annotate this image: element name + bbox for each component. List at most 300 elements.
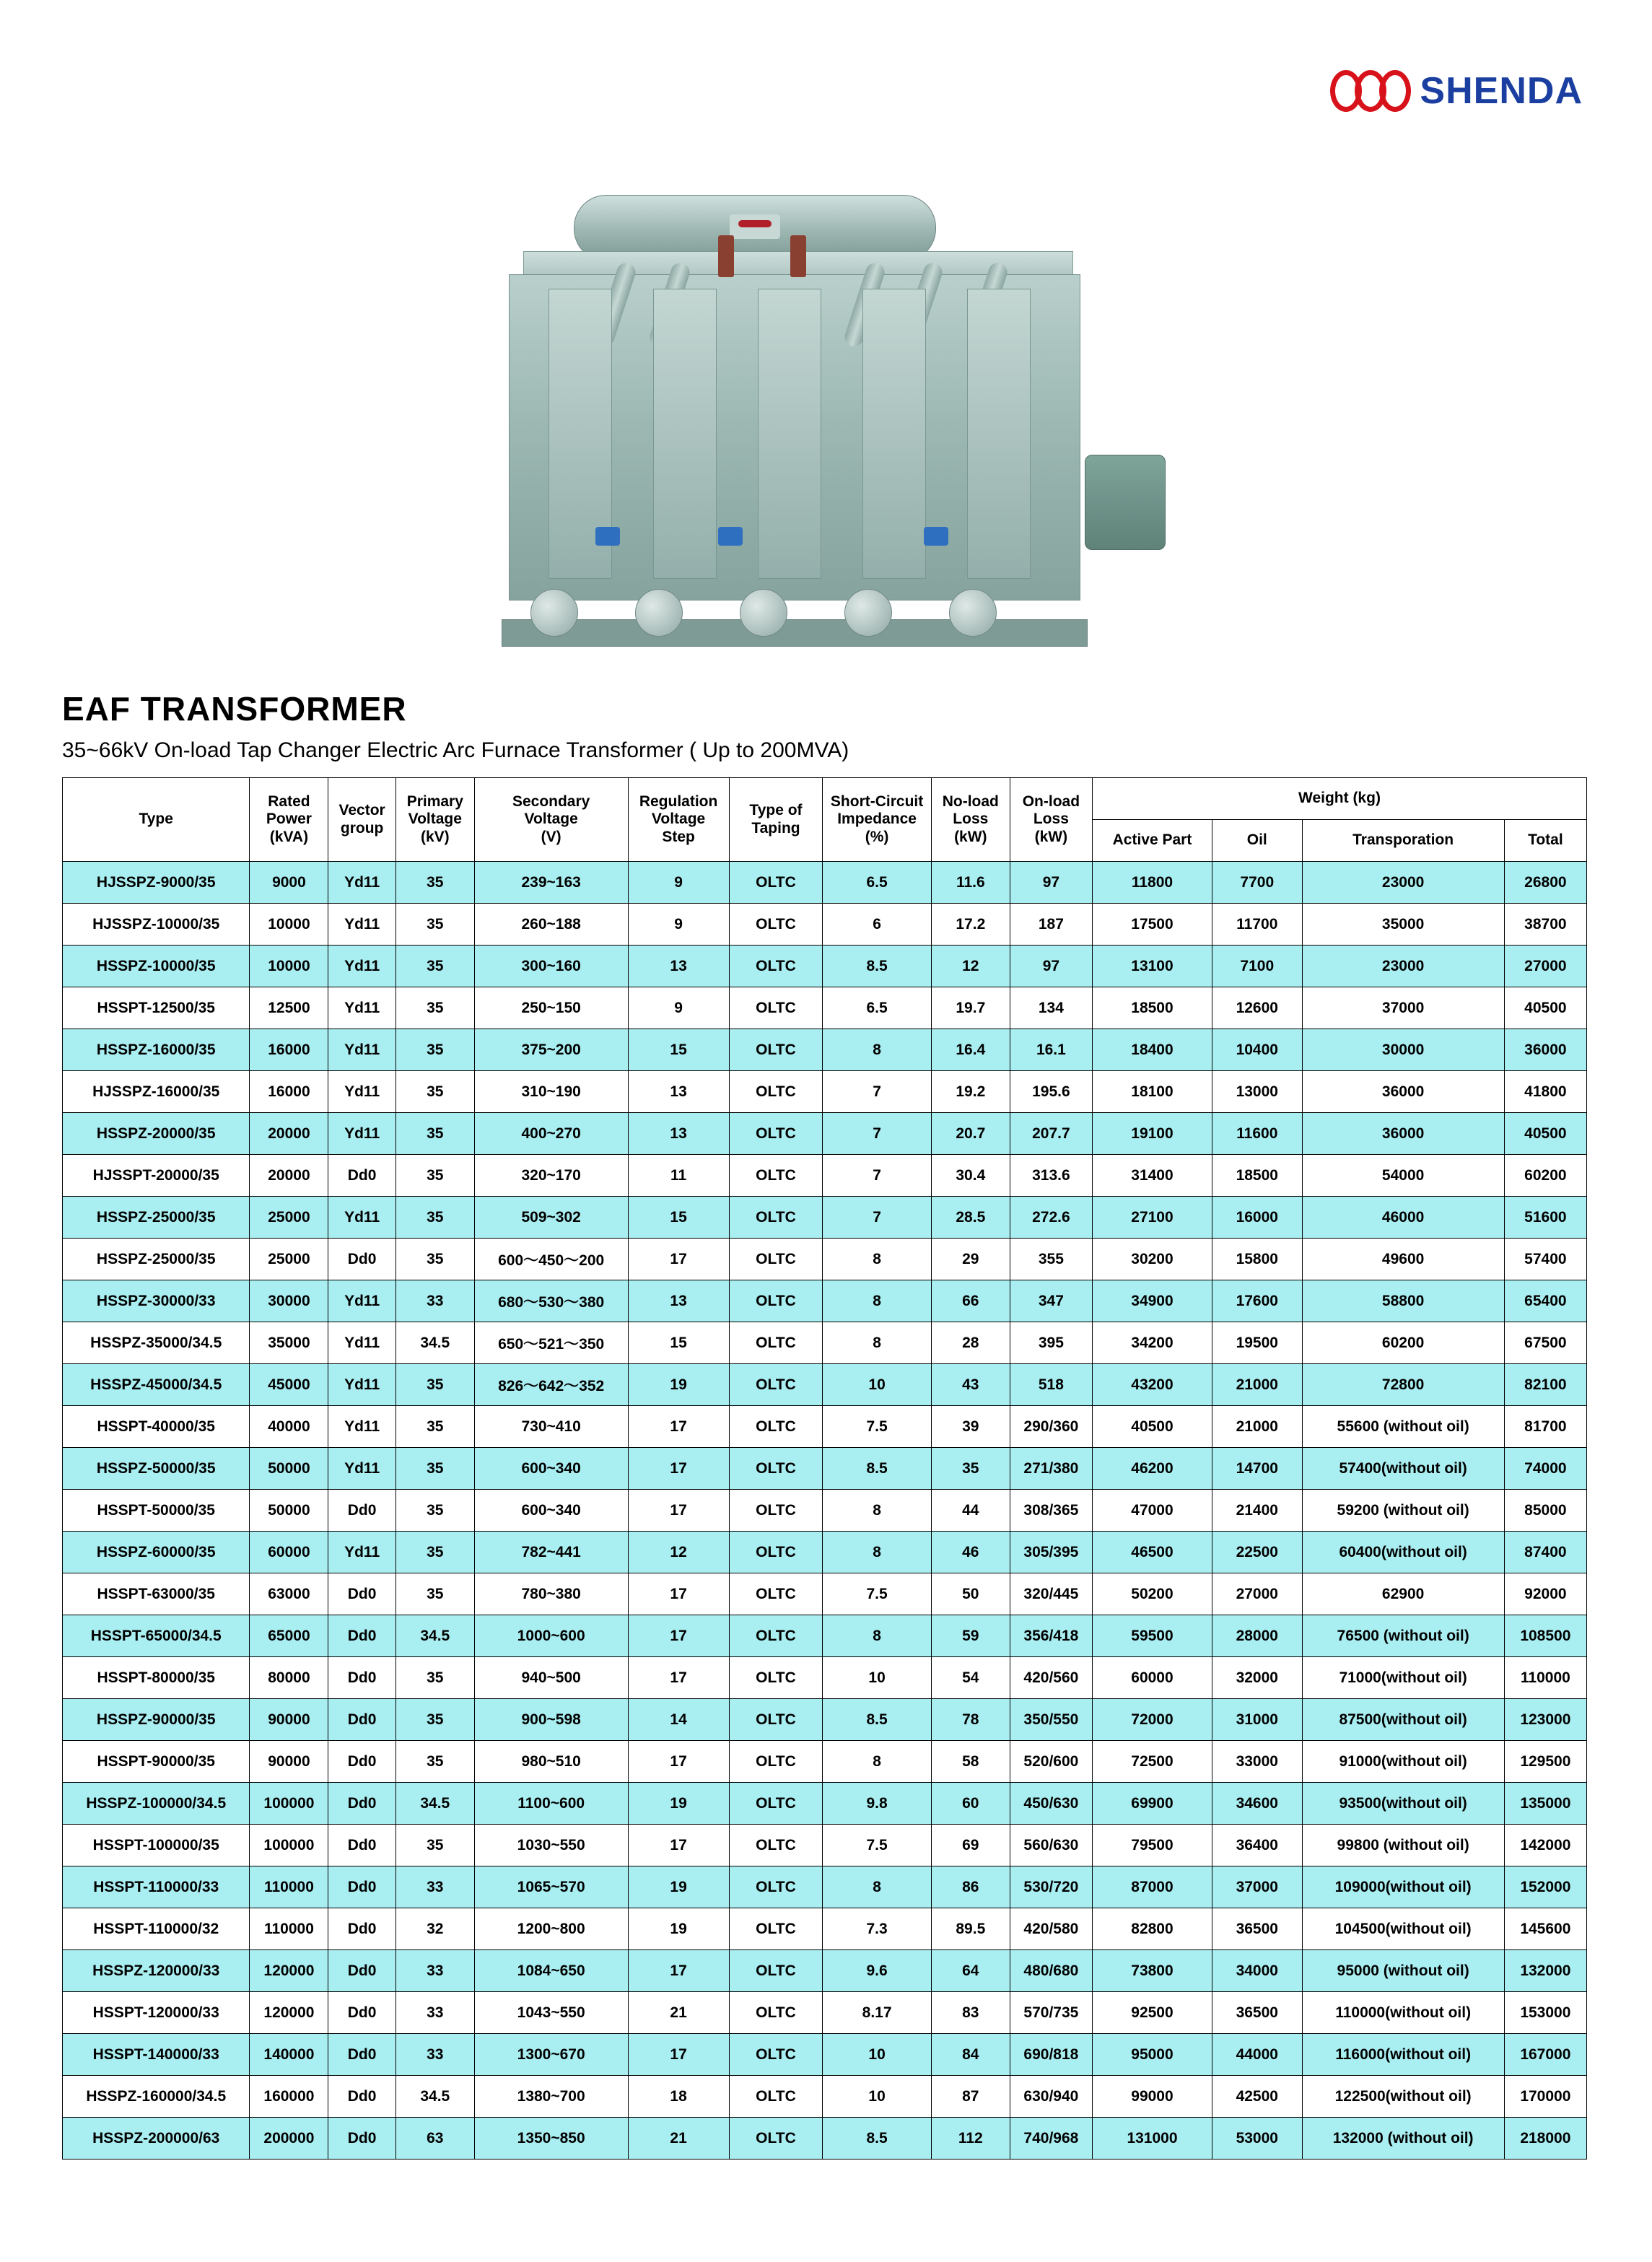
table-cell: 17 xyxy=(628,1573,729,1615)
hdr-line: group xyxy=(340,819,384,837)
cell-type: HSSPT-12500/35 xyxy=(63,987,250,1029)
table-cell: 260~188 xyxy=(474,904,628,946)
specification-table xyxy=(62,777,1587,2160)
table-cell: 153000 xyxy=(1504,1992,1586,2034)
table-cell: 35 xyxy=(931,1448,1010,1490)
table-cell: 30.4 xyxy=(931,1155,1010,1197)
table-cell: 60200 xyxy=(1504,1155,1586,1197)
table-cell: 99800 (without oil) xyxy=(1302,1825,1504,1866)
table-cell: 17 xyxy=(628,1448,729,1490)
table-cell: 17 xyxy=(628,1825,729,1866)
table-cell: 50 xyxy=(931,1573,1010,1615)
table-cell: 50200 xyxy=(1092,1573,1212,1615)
table-cell: 195.6 xyxy=(1010,1071,1092,1113)
table-cell: 21400 xyxy=(1212,1490,1303,1532)
table-cell: 49600 xyxy=(1302,1239,1504,1280)
table-cell: OLTC xyxy=(729,1573,823,1615)
table-cell: 239~163 xyxy=(474,862,628,904)
shenda-rings-icon xyxy=(1330,70,1404,112)
table-cell: OLTC xyxy=(729,1197,823,1239)
table-cell: 167000 xyxy=(1504,2034,1586,2076)
table-cell: 40000 xyxy=(250,1406,328,1448)
table-cell: 35 xyxy=(395,1490,474,1532)
table-cell: 395 xyxy=(1010,1322,1092,1364)
table-cell: 33 xyxy=(395,1992,474,2034)
table-cell: 43 xyxy=(931,1364,1010,1406)
table-cell: OLTC xyxy=(729,1155,823,1197)
table-cell: 123000 xyxy=(1504,1699,1586,1741)
table-cell: 19 xyxy=(628,1364,729,1406)
cell-type: HSSPT-40000/35 xyxy=(63,1406,250,1448)
table-cell: 509~302 xyxy=(474,1197,628,1239)
table-cell: 50000 xyxy=(250,1448,328,1490)
hdr-line: (kVA) xyxy=(269,828,309,845)
table-row xyxy=(63,1657,1587,1699)
table-cell: 320/445 xyxy=(1010,1573,1092,1615)
table-cell: 87 xyxy=(931,2076,1010,2118)
valve-marker xyxy=(595,527,620,546)
table-cell: 46200 xyxy=(1092,1448,1212,1490)
table-cell: Dd0 xyxy=(328,1615,395,1657)
hdr-line: Secondary xyxy=(512,793,590,811)
table-cell: 46 xyxy=(931,1532,1010,1573)
table-cell: 207.7 xyxy=(1010,1113,1092,1155)
table-cell: 72800 xyxy=(1302,1364,1504,1406)
table-cell: 53000 xyxy=(1212,2118,1303,2160)
table-cell: 480/680 xyxy=(1010,1950,1092,1992)
secondary-column xyxy=(653,289,717,579)
table-cell: 132000 xyxy=(1504,1950,1586,1992)
table-cell: 79500 xyxy=(1092,1825,1212,1866)
table-cell: 570/735 xyxy=(1010,1992,1092,2034)
cooling-fan xyxy=(1085,455,1166,550)
col-header-regulation-step xyxy=(628,778,729,862)
bushing-icon xyxy=(718,235,734,277)
table-cell: 64 xyxy=(931,1950,1010,1992)
table-cell: 13 xyxy=(628,1071,729,1113)
table-cell: 16000 xyxy=(250,1029,328,1071)
col-header-secondary-voltage xyxy=(474,778,628,862)
table-cell: 400~270 xyxy=(474,1113,628,1155)
col-header-no-load-loss xyxy=(931,778,1010,862)
table-cell: 92500 xyxy=(1092,1992,1212,2034)
bushing-icon xyxy=(790,235,806,277)
roller-icon xyxy=(740,589,787,637)
table-cell: 20000 xyxy=(250,1113,328,1155)
table-row xyxy=(63,1783,1587,1825)
table-cell: 7 xyxy=(823,1071,931,1113)
table-cell: 82100 xyxy=(1504,1364,1586,1406)
table-cell: Yd11 xyxy=(328,987,395,1029)
table-cell: 940~500 xyxy=(474,1657,628,1699)
hdr-line: Vector xyxy=(338,802,385,819)
table-cell: 420/560 xyxy=(1010,1657,1092,1699)
cell-type: HSSPZ-90000/35 xyxy=(63,1699,250,1741)
table-cell: 69 xyxy=(931,1825,1010,1866)
table-cell: 21 xyxy=(628,2118,729,2160)
table-row xyxy=(63,1825,1587,1866)
table-cell: 30000 xyxy=(250,1280,328,1322)
table-cell: 8.17 xyxy=(823,1992,931,2034)
cell-type: HSSPT-100000/35 xyxy=(63,1825,250,1866)
col-header-on-load-loss xyxy=(1010,778,1092,862)
cell-type: HSSPT-140000/33 xyxy=(63,2034,250,2076)
table-cell: 129500 xyxy=(1504,1741,1586,1783)
table-row xyxy=(63,1866,1587,1908)
table-cell: 8 xyxy=(823,1615,931,1657)
roller-icon xyxy=(949,589,997,637)
table-cell: 630/940 xyxy=(1010,2076,1092,2118)
table-cell: 9 xyxy=(628,862,729,904)
table-cell: 100000 xyxy=(250,1783,328,1825)
table-cell: OLTC xyxy=(729,1239,823,1280)
col-header-primary-voltage xyxy=(395,778,474,862)
hdr-line: Primary xyxy=(406,793,463,811)
table-cell: 27000 xyxy=(1212,1573,1303,1615)
table-cell: 300~160 xyxy=(474,946,628,987)
table-cell: OLTC xyxy=(729,1657,823,1699)
table-cell: 35 xyxy=(395,1071,474,1113)
table-cell: 32 xyxy=(395,1908,474,1950)
table-cell: 11800 xyxy=(1092,862,1212,904)
table-cell: 36500 xyxy=(1212,1992,1303,2034)
table-cell: Dd0 xyxy=(328,1950,395,1992)
table-cell: 132000 (without oil) xyxy=(1302,2118,1504,2160)
table-cell: 95000 xyxy=(1092,2034,1212,2076)
table-row xyxy=(63,1071,1587,1113)
table-cell: Dd0 xyxy=(328,1573,395,1615)
table-cell: 9.6 xyxy=(823,1950,931,1992)
table-row xyxy=(63,1364,1587,1406)
table-cell: 30200 xyxy=(1092,1239,1212,1280)
table-row xyxy=(63,1448,1587,1490)
table-cell: 320~170 xyxy=(474,1155,628,1197)
table-cell: Yd11 xyxy=(328,1280,395,1322)
table-cell: 218000 xyxy=(1504,2118,1586,2160)
hdr-line: Loss xyxy=(953,811,989,828)
cell-type: HJSSPZ-10000/35 xyxy=(63,904,250,946)
table-cell: 13 xyxy=(628,1113,729,1155)
table-cell: 40500 xyxy=(1504,1113,1586,1155)
table-cell: 152000 xyxy=(1504,1866,1586,1908)
table-cell: 35 xyxy=(395,1532,474,1573)
table-cell: 18 xyxy=(628,2076,729,2118)
table-cell: 14700 xyxy=(1212,1448,1303,1490)
table-cell: OLTC xyxy=(729,1699,823,1741)
table-row xyxy=(63,1406,1587,1448)
table-cell: 99000 xyxy=(1092,2076,1212,2118)
table-cell: 47000 xyxy=(1092,1490,1212,1532)
table-cell: Dd0 xyxy=(328,2118,395,2160)
table-cell: 13 xyxy=(628,1280,729,1322)
table-cell: 87000 xyxy=(1092,1866,1212,1908)
table-cell: 680～530～380 xyxy=(474,1280,628,1322)
table-cell: OLTC xyxy=(729,2118,823,2160)
table-row xyxy=(63,1908,1587,1950)
table-cell: 93500(without oil) xyxy=(1302,1783,1504,1825)
table-cell: 110000(without oil) xyxy=(1302,1992,1504,2034)
specification-table-wrapper xyxy=(62,777,1587,2160)
table-cell: OLTC xyxy=(729,1825,823,1866)
table-cell: 43200 xyxy=(1092,1364,1212,1406)
table-row xyxy=(63,904,1587,946)
table-cell: 35 xyxy=(395,862,474,904)
table-cell: 35 xyxy=(395,987,474,1029)
table-cell: 17 xyxy=(628,1950,729,1992)
hdr-line: Short-Circuit xyxy=(830,793,924,811)
table-cell: 19100 xyxy=(1092,1113,1212,1155)
table-cell: 54000 xyxy=(1302,1155,1504,1197)
table-cell: 35 xyxy=(395,1573,474,1615)
roller-icon xyxy=(635,589,683,637)
product-photo xyxy=(0,152,1652,678)
cell-type: HSSPT-120000/33 xyxy=(63,1992,250,2034)
table-cell: 690/818 xyxy=(1010,2034,1092,2076)
table-cell: 28000 xyxy=(1212,1615,1303,1657)
table-cell: OLTC xyxy=(729,1448,823,1490)
table-cell: OLTC xyxy=(729,862,823,904)
cell-type: HSSPZ-16000/35 xyxy=(63,1029,250,1071)
hdr-line: Step xyxy=(662,828,695,845)
transformer-illustration xyxy=(480,166,1173,678)
table-cell: 15800 xyxy=(1212,1239,1303,1280)
table-row xyxy=(63,1197,1587,1239)
table-cell: 20000 xyxy=(250,1155,328,1197)
table-cell: 71000(without oil) xyxy=(1302,1657,1504,1699)
cell-type: HSSPZ-45000/34.5 xyxy=(63,1364,250,1406)
table-cell: 12 xyxy=(931,946,1010,987)
col-header-rated-power xyxy=(250,778,328,862)
table-cell: Dd0 xyxy=(328,1699,395,1741)
table-cell: 305/395 xyxy=(1010,1532,1092,1573)
table-cell: 308/365 xyxy=(1010,1490,1092,1532)
table-cell: 35000 xyxy=(250,1322,328,1364)
cell-type: HSSPT-65000/34.5 xyxy=(63,1615,250,1657)
hdr-line: No-load xyxy=(942,793,999,811)
table-cell: 17500 xyxy=(1092,904,1212,946)
table-cell: Yd11 xyxy=(328,904,395,946)
table-cell: 8 xyxy=(823,1866,931,1908)
table-cell: 35 xyxy=(395,1364,474,1406)
table-cell: 72500 xyxy=(1092,1741,1212,1783)
table-cell: 1200~800 xyxy=(474,1908,628,1950)
table-cell: Dd0 xyxy=(328,1239,395,1280)
table-cell: 10000 xyxy=(250,904,328,946)
hdr-line: Regulation xyxy=(639,793,718,811)
table-cell: 9 xyxy=(628,904,729,946)
table-cell: 17 xyxy=(628,1406,729,1448)
table-cell: Yd11 xyxy=(328,1322,395,1364)
table-cell: 34.5 xyxy=(395,1322,474,1364)
cell-type: HSSPZ-120000/33 xyxy=(63,1950,250,1992)
col-header-total: Total xyxy=(1504,820,1586,862)
table-cell: 86 xyxy=(931,1866,1010,1908)
table-cell: 78 xyxy=(931,1699,1010,1741)
table-cell: 350/550 xyxy=(1010,1699,1092,1741)
hdr-line: Impedance xyxy=(837,811,917,828)
table-cell: 59200 (without oil) xyxy=(1302,1490,1504,1532)
table-cell: 13100 xyxy=(1092,946,1212,987)
table-cell: 7100 xyxy=(1212,946,1303,987)
table-cell: 60200 xyxy=(1302,1322,1504,1364)
table-cell: 271/380 xyxy=(1010,1448,1092,1490)
table-cell: 55600 (without oil) xyxy=(1302,1406,1504,1448)
hdr-line: Taping xyxy=(751,819,800,837)
table-cell: 420/580 xyxy=(1010,1908,1092,1950)
table-cell: 35 xyxy=(395,1741,474,1783)
table-cell: 97 xyxy=(1010,946,1092,987)
table-cell: 9.8 xyxy=(823,1783,931,1825)
table-cell: OLTC xyxy=(729,1113,823,1155)
table-cell: 6 xyxy=(823,904,931,946)
table-cell: 35 xyxy=(395,1197,474,1239)
table-cell: 520/600 xyxy=(1010,1741,1092,1783)
table-cell: 355 xyxy=(1010,1239,1092,1280)
table-cell: 600～450～200 xyxy=(474,1239,628,1280)
table-cell: 356/418 xyxy=(1010,1615,1092,1657)
hdr-line: Voltage xyxy=(524,811,578,828)
table-cell: Yd11 xyxy=(328,1532,395,1573)
table-cell: 35 xyxy=(395,1113,474,1155)
table-cell: 22500 xyxy=(1212,1532,1303,1573)
cell-type: HSSPT-90000/35 xyxy=(63,1741,250,1783)
table-cell: Yd11 xyxy=(328,862,395,904)
table-row xyxy=(63,1029,1587,1071)
table-cell: 160000 xyxy=(250,2076,328,2118)
cell-type: HSSPZ-30000/33 xyxy=(63,1280,250,1322)
table-cell: 35 xyxy=(395,1406,474,1448)
table-cell: 35 xyxy=(395,904,474,946)
table-cell: 11.6 xyxy=(931,862,1010,904)
table-cell: Yd11 xyxy=(328,1448,395,1490)
table-cell: 37000 xyxy=(1212,1866,1303,1908)
table-cell: 40500 xyxy=(1092,1406,1212,1448)
table-cell: 33000 xyxy=(1212,1741,1303,1783)
table-cell: 135000 xyxy=(1504,1783,1586,1825)
brand-name: SHENDA xyxy=(1420,70,1583,112)
page-subtitle: 35~66kV On-load Tap Changer Electric Arc Furnace Transformer ( Up to 200MVA) xyxy=(62,738,849,762)
table-cell: 600~340 xyxy=(474,1448,628,1490)
table-cell: 1000~600 xyxy=(474,1615,628,1657)
table-row xyxy=(63,1113,1587,1155)
table-cell: 91000(without oil) xyxy=(1302,1741,1504,1783)
table-row xyxy=(63,987,1587,1029)
hdr-line: (kV) xyxy=(420,828,450,845)
table-cell: OLTC xyxy=(729,1071,823,1113)
table-cell: 33 xyxy=(395,1950,474,1992)
table-cell: 9 xyxy=(628,987,729,1029)
table-cell: 34.5 xyxy=(395,1615,474,1657)
table-cell: 42500 xyxy=(1212,2076,1303,2118)
table-cell: 8.5 xyxy=(823,1448,931,1490)
table-cell: 83 xyxy=(931,1992,1010,2034)
table-cell: 120000 xyxy=(250,1950,328,1992)
table-cell: 92000 xyxy=(1504,1573,1586,1615)
table-cell: 35 xyxy=(395,1448,474,1490)
table-cell: 80000 xyxy=(250,1657,328,1699)
cell-type: HSSPZ-10000/35 xyxy=(63,946,250,987)
table-cell: 65400 xyxy=(1504,1280,1586,1322)
hdr-line: Voltage xyxy=(408,811,462,828)
table-cell: 32000 xyxy=(1212,1657,1303,1699)
table-cell: Dd0 xyxy=(328,1783,395,1825)
table-cell: Yd11 xyxy=(328,1406,395,1448)
table-cell: 16000 xyxy=(1212,1197,1303,1239)
table-cell: 74000 xyxy=(1504,1448,1586,1490)
table-cell: 17 xyxy=(628,1741,729,1783)
table-cell: 29 xyxy=(931,1239,1010,1280)
cell-type: HSSPZ-160000/34.5 xyxy=(63,2076,250,2118)
table-row xyxy=(63,1155,1587,1197)
table-cell: 110000 xyxy=(250,1908,328,1950)
table-row xyxy=(63,2034,1587,2076)
table-cell: 1084~650 xyxy=(474,1950,628,1992)
table-cell: Dd0 xyxy=(328,2034,395,2076)
table-cell: 34600 xyxy=(1212,1783,1303,1825)
table-cell: Yd11 xyxy=(328,1197,395,1239)
roller-icon xyxy=(844,589,892,637)
table-cell: OLTC xyxy=(729,1029,823,1071)
table-cell: 44000 xyxy=(1212,2034,1303,2076)
table-cell: 44 xyxy=(931,1490,1010,1532)
table-cell: Yd11 xyxy=(328,1071,395,1113)
table-cell: 21000 xyxy=(1212,1364,1303,1406)
table-row xyxy=(63,1239,1587,1280)
col-header-weight-group: Weight (kg) xyxy=(1092,778,1586,820)
table-cell: 11 xyxy=(628,1155,729,1197)
table-cell: 18500 xyxy=(1212,1155,1303,1197)
table-cell: 187 xyxy=(1010,904,1092,946)
table-cell: 35 xyxy=(395,1825,474,1866)
table-cell: 66 xyxy=(931,1280,1010,1322)
table-cell: 35 xyxy=(395,1657,474,1699)
table-cell: 110000 xyxy=(250,1866,328,1908)
table-cell: 15 xyxy=(628,1029,729,1071)
table-cell: 7700 xyxy=(1212,862,1303,904)
table-cell: 60 xyxy=(931,1783,1010,1825)
table-cell: Dd0 xyxy=(328,1866,395,1908)
table-cell: 1043~550 xyxy=(474,1992,628,2034)
table-cell: 23000 xyxy=(1302,946,1504,987)
table-cell: 1065~570 xyxy=(474,1866,628,1908)
table-cell: 57400 xyxy=(1504,1239,1586,1280)
table-cell: 8 xyxy=(823,1029,931,1071)
secondary-column xyxy=(758,289,821,579)
table-cell: 142000 xyxy=(1504,1825,1586,1866)
table-cell: 8.5 xyxy=(823,2118,931,2160)
table-cell: 33 xyxy=(395,1280,474,1322)
table-cell: 58 xyxy=(931,1741,1010,1783)
table-cell: 310~190 xyxy=(474,1071,628,1113)
table-cell: OLTC xyxy=(729,1950,823,1992)
table-cell: 780~380 xyxy=(474,1573,628,1615)
valve-marker xyxy=(924,527,948,546)
table-cell: 28 xyxy=(931,1322,1010,1364)
table-cell: 62900 xyxy=(1302,1573,1504,1615)
table-cell: 12 xyxy=(628,1532,729,1573)
table-cell: 17 xyxy=(628,2034,729,2076)
table-row xyxy=(63,1532,1587,1573)
table-cell: 19 xyxy=(628,1866,729,1908)
brand-logo xyxy=(1330,69,1583,113)
roller-icon xyxy=(530,589,578,637)
table-cell: OLTC xyxy=(729,1992,823,2034)
table-cell: 35 xyxy=(395,1699,474,1741)
table-cell: 19.2 xyxy=(931,1071,1010,1113)
table-cell: 59500 xyxy=(1092,1615,1212,1657)
table-cell: Dd0 xyxy=(328,1908,395,1950)
table-cell: 122500(without oil) xyxy=(1302,2076,1504,2118)
